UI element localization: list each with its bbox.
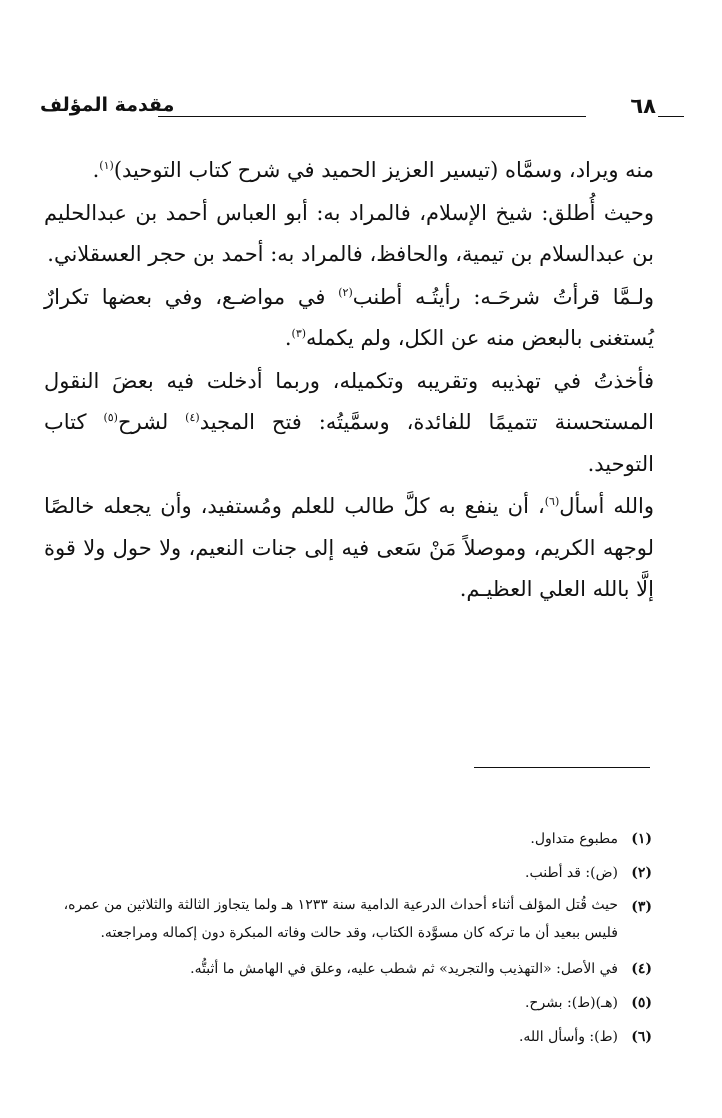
footnote-text: [60, 890, 618, 952]
footnote-item: [60, 952, 652, 986]
footnote-ref-4: (٤): [185, 411, 200, 424]
running-title: مقدمة المؤلف: [40, 94, 175, 116]
footnote-ref-3: (٣): [291, 327, 307, 340]
footnote-line: حيث قُتل المؤلف أثناء أحداث الدرعية الدامية سنة ١٢٣٣ هـ ولما يتجاوز الثالثة والثلاثين من عمره،: [63, 897, 618, 913]
paragraph-1: منه ويراد، وسمَّاه (تيسير العزيز الحميد في شرح كتاب التوحيد)$^{(١)}$.: [92, 158, 654, 182]
running-header: [40, 92, 656, 126]
footnote-ref-2: (٢): [338, 285, 353, 299]
footnote-item: [60, 822, 652, 856]
footnote-number: (٥): [631, 995, 652, 1011]
footnotes: [60, 822, 652, 1054]
footnote-number: (١): [631, 831, 652, 847]
header-rule: [158, 116, 586, 117]
footnote-ref-1: (١): [99, 159, 114, 172]
header-rule-short: [658, 116, 684, 117]
paragraph-4: فأخذتُ في تهذيبه وتقريبه وتكميله، وربما أدخلت فيه بعضَ النقول المستحسنة تتميمًا للفائدة، وسمَّيتُه: فتح المجيد$^{(٤)}$ لشرح$^{(٥)}$ كتاب التوحيد.: [44, 368, 655, 476]
footnote-text: (هـ)(ط): بشرح.: [524, 995, 618, 1011]
footnote-number: (٢): [631, 865, 652, 881]
footnote-item: [60, 1020, 652, 1054]
footnote-line: فليس ببعيد أن ما تركه كان مسوَّدة الكتاب، وقد حالت وفاته المبكرة دون إكماله ومراجعته.: [100, 925, 618, 941]
footnote-text: (ط): وأسأل الله.: [518, 1029, 618, 1045]
footnote-separator: [474, 767, 650, 768]
footnote-item: [60, 890, 652, 952]
paragraph-5: والله أسأل$^{(٦)}$، أن ينفع به كلَّ طالب للعلم ومُستفيد، وأن يجعله خالصًا لوجهه الكريم، وموصلاً مَنْ سَعى فيه إلى جنات النعيم، ولا حول ولا قوة إلَّا بالله العلي العظيـم.: [44, 494, 654, 601]
footnote-item: [60, 856, 652, 890]
main-text: [44, 150, 654, 611]
footnote-text: مطبوع متداول.: [530, 831, 618, 847]
footnote-ref-5: (٥): [103, 411, 118, 424]
footnote-item: [60, 986, 652, 1020]
footnote-number: (٦): [631, 1029, 652, 1045]
footnote-number: (٤): [631, 961, 652, 977]
footnote-ref-6: (٦): [544, 495, 560, 508]
footnote-number: (٣): [631, 899, 652, 915]
footnote-text: (ض): قد أطنب.: [525, 865, 618, 881]
page-number: ٦٨: [630, 94, 656, 118]
footnote-text: في الأصل: «التهذيب والتجريد» ثم شطب عليه، وعلق في الهامش ما أثبتُّه.: [190, 961, 618, 977]
paragraph-3: ولـمَّا قرأتُ شرحَـه: رأيتُـه أطنب$^{(٢)}$ في مواضـع، وفي بعضها تكرارٌ يُستغنى بالبعض منه عن الكل، ولم يكمله$^{(٣)}$.: [44, 284, 654, 350]
paragraph-2: وحيث أُطلق: شيخ الإسلام، فالمراد به: أبو العباس أحمد بن عبدالحليم بن عبدالسلام بن تيمية، والحافظ، فالمراد به: أحمد بن حجر العسقلاني.: [44, 200, 654, 266]
